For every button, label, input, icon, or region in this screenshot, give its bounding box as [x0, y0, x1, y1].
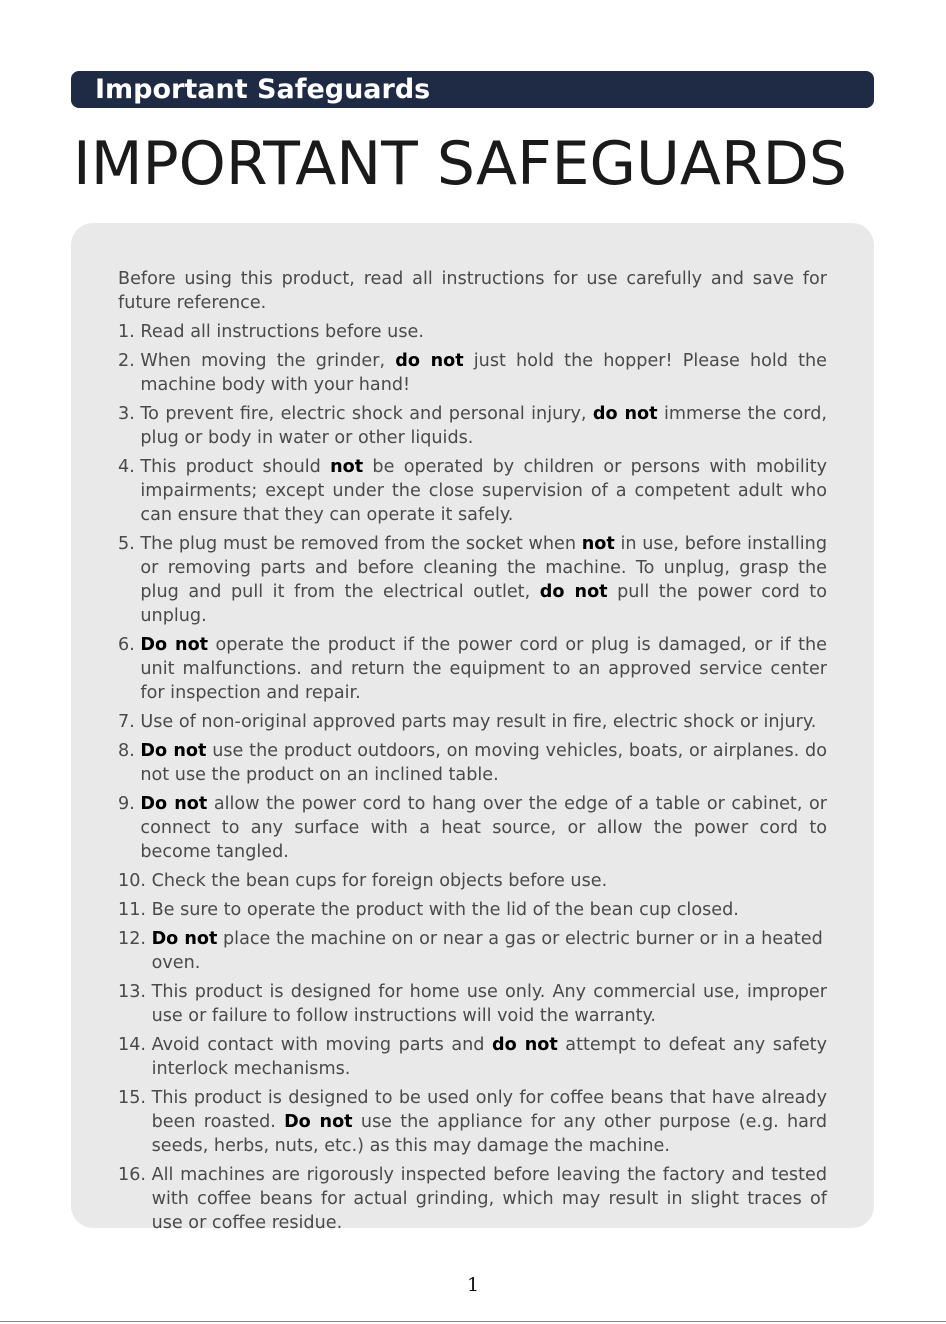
list-item — [118, 1163, 827, 1235]
intro-paragraph: Before using this product, read all instructions for use carefully and save for future reference. — [118, 269, 827, 313]
section-header-bar — [71, 71, 874, 108]
list-item-text — [140, 532, 827, 628]
list-item-fragment: This product should — [140, 457, 331, 477]
emphasis-text: do not — [395, 351, 464, 371]
list-item-number: 7. — [118, 712, 141, 732]
list-item — [118, 710, 827, 734]
emphasis-text: Do not — [140, 741, 207, 761]
list-item-fragment: Be sure to operate the product with the lid of the bean cup closed. — [151, 900, 739, 920]
list-item-number: 12. — [118, 929, 152, 949]
list-item-fragment: just hold the hopper! Please hold the machine body with your hand! — [140, 351, 827, 395]
list-item-fragment: allow the power cord to hang over the edge of a table or cabinet, or connect to any surface with a heat source, or allow the power cord to become tangled. — [140, 794, 828, 862]
list-item-number: 15. — [118, 1088, 152, 1108]
list-item-number: 3. — [118, 404, 141, 424]
emphasis-text: Do not — [284, 1112, 353, 1132]
emphasis-text: do not — [592, 404, 658, 424]
list-item-number: 2. — [118, 351, 141, 371]
list-item-text — [152, 927, 827, 975]
list-item-text — [152, 869, 827, 893]
list-item-number: 13. — [118, 982, 152, 1002]
list-item — [118, 320, 827, 344]
list-item-text — [152, 1163, 827, 1235]
list-item-fragment: This product is designed for home use only. Any commercial use, improper use or failure to follow instructions will void the warranty. — [151, 982, 827, 1026]
list-item-number: 8. — [118, 741, 141, 761]
list-item-text — [140, 320, 827, 344]
list-item-fragment: operate the product if the power cord or plug is damaged, or if the unit malfunctions. and return the equipment to an approved service center for inspection and repair. — [140, 635, 827, 703]
safeguards-content — [118, 267, 827, 1240]
list-item — [118, 633, 827, 705]
list-item-text — [152, 1033, 827, 1081]
emphasis-text: Do not — [140, 794, 208, 814]
emphasis-text: Do not — [140, 635, 209, 655]
list-item — [118, 898, 827, 922]
list-item — [118, 532, 827, 628]
list-item-fragment: Use of non-original approved parts may result in fire, electric shock or injury. — [140, 712, 817, 732]
list-item-text — [140, 455, 827, 527]
list-item-fragment: All machines are rigorously inspected before leaving the factory and tested with coffee beans for actual grinding, which may result in slight traces of use or coffee residue. — [151, 1165, 827, 1233]
list-item-number: 9. — [118, 794, 141, 814]
emphasis-text: do not — [539, 582, 608, 602]
list-item — [118, 980, 827, 1028]
list-item — [118, 792, 827, 864]
bottom-divider — [0, 1321, 946, 1322]
list-item — [118, 349, 827, 397]
emphasis-text: not — [330, 457, 364, 477]
list-item-fragment: in use, before installing or removing parts and before cleaning the machine. To unplug, grasp the plug and pull it from the electrical outlet, — [140, 534, 827, 602]
list-item-number: 11. — [118, 900, 152, 920]
list-item-fragment: This product is designed to be used only for coffee beans that have already been roasted. — [151, 1088, 827, 1132]
list-item — [118, 402, 827, 450]
list-item-fragment: The plug must be removed from the socket when — [140, 534, 582, 554]
list-item-fragment: place the machine on or near a gas or electric burner or in a heated oven. — [151, 929, 823, 973]
list-item-fragment: When moving the grinder, — [140, 351, 396, 371]
list-item-number: 5. — [118, 534, 141, 554]
list-item-number: 4. — [118, 457, 141, 477]
list-item-text — [140, 402, 827, 450]
list-item-text — [152, 980, 827, 1028]
list-item-text — [140, 349, 827, 397]
list-item-text — [140, 633, 827, 705]
list-item-number: 16. — [118, 1165, 152, 1185]
list-item-fragment: Avoid contact with moving parts and — [151, 1035, 493, 1055]
list-item-fragment: pull the power cord to unplug. — [140, 582, 827, 626]
list-item-fragment: attempt to defeat any safety interlock mechanisms. — [151, 1035, 827, 1079]
emphasis-text: Do not — [151, 929, 218, 949]
list-item-fragment: immerse the cord, plug or body in water or other liquids. — [140, 404, 827, 448]
list-item-fragment: use the product outdoors, on moving vehicles, boats, or airplanes. do not use the product on an inclined table. — [140, 741, 827, 785]
list-item-text — [140, 792, 827, 864]
list-item-number: 6. — [118, 635, 141, 655]
list-item — [118, 927, 827, 975]
list-item-text — [140, 710, 827, 734]
page-title: IMPORTANT SAFEGUARDS — [73, 129, 847, 199]
list-item-text — [152, 1086, 827, 1158]
safeguards-list — [118, 320, 827, 1235]
list-item-number: 1. — [118, 322, 141, 342]
list-item — [118, 739, 827, 787]
list-item-fragment: To prevent fire, electric shock and personal injury, — [140, 404, 593, 424]
page-number: 1 — [466, 1274, 480, 1296]
emphasis-text: not — [581, 534, 615, 554]
list-item — [118, 455, 827, 527]
emphasis-text: do not — [492, 1035, 558, 1055]
list-item-text — [140, 739, 827, 787]
list-item-fragment: use the appliance for any other purpose (e.g. hard seeds, herbs, nuts, etc.) as this may damage the machine. — [151, 1112, 828, 1156]
list-item-text — [152, 898, 827, 922]
section-header-label: Important Safeguards — [95, 74, 431, 105]
list-item-number: 14. — [118, 1035, 152, 1055]
list-item-fragment: Check the bean cups for foreign objects before use. — [151, 871, 608, 891]
list-item — [118, 1086, 827, 1158]
list-item — [118, 869, 827, 893]
list-item-fragment: be operated by children or persons with mobility impairments; except under the close supervision of a competent adult who can ensure that they can operate it safely. — [140, 457, 828, 525]
list-item-fragment: Read all instructions before use. — [140, 322, 424, 342]
list-item — [118, 1033, 827, 1081]
list-item-number: 10. — [118, 871, 152, 891]
